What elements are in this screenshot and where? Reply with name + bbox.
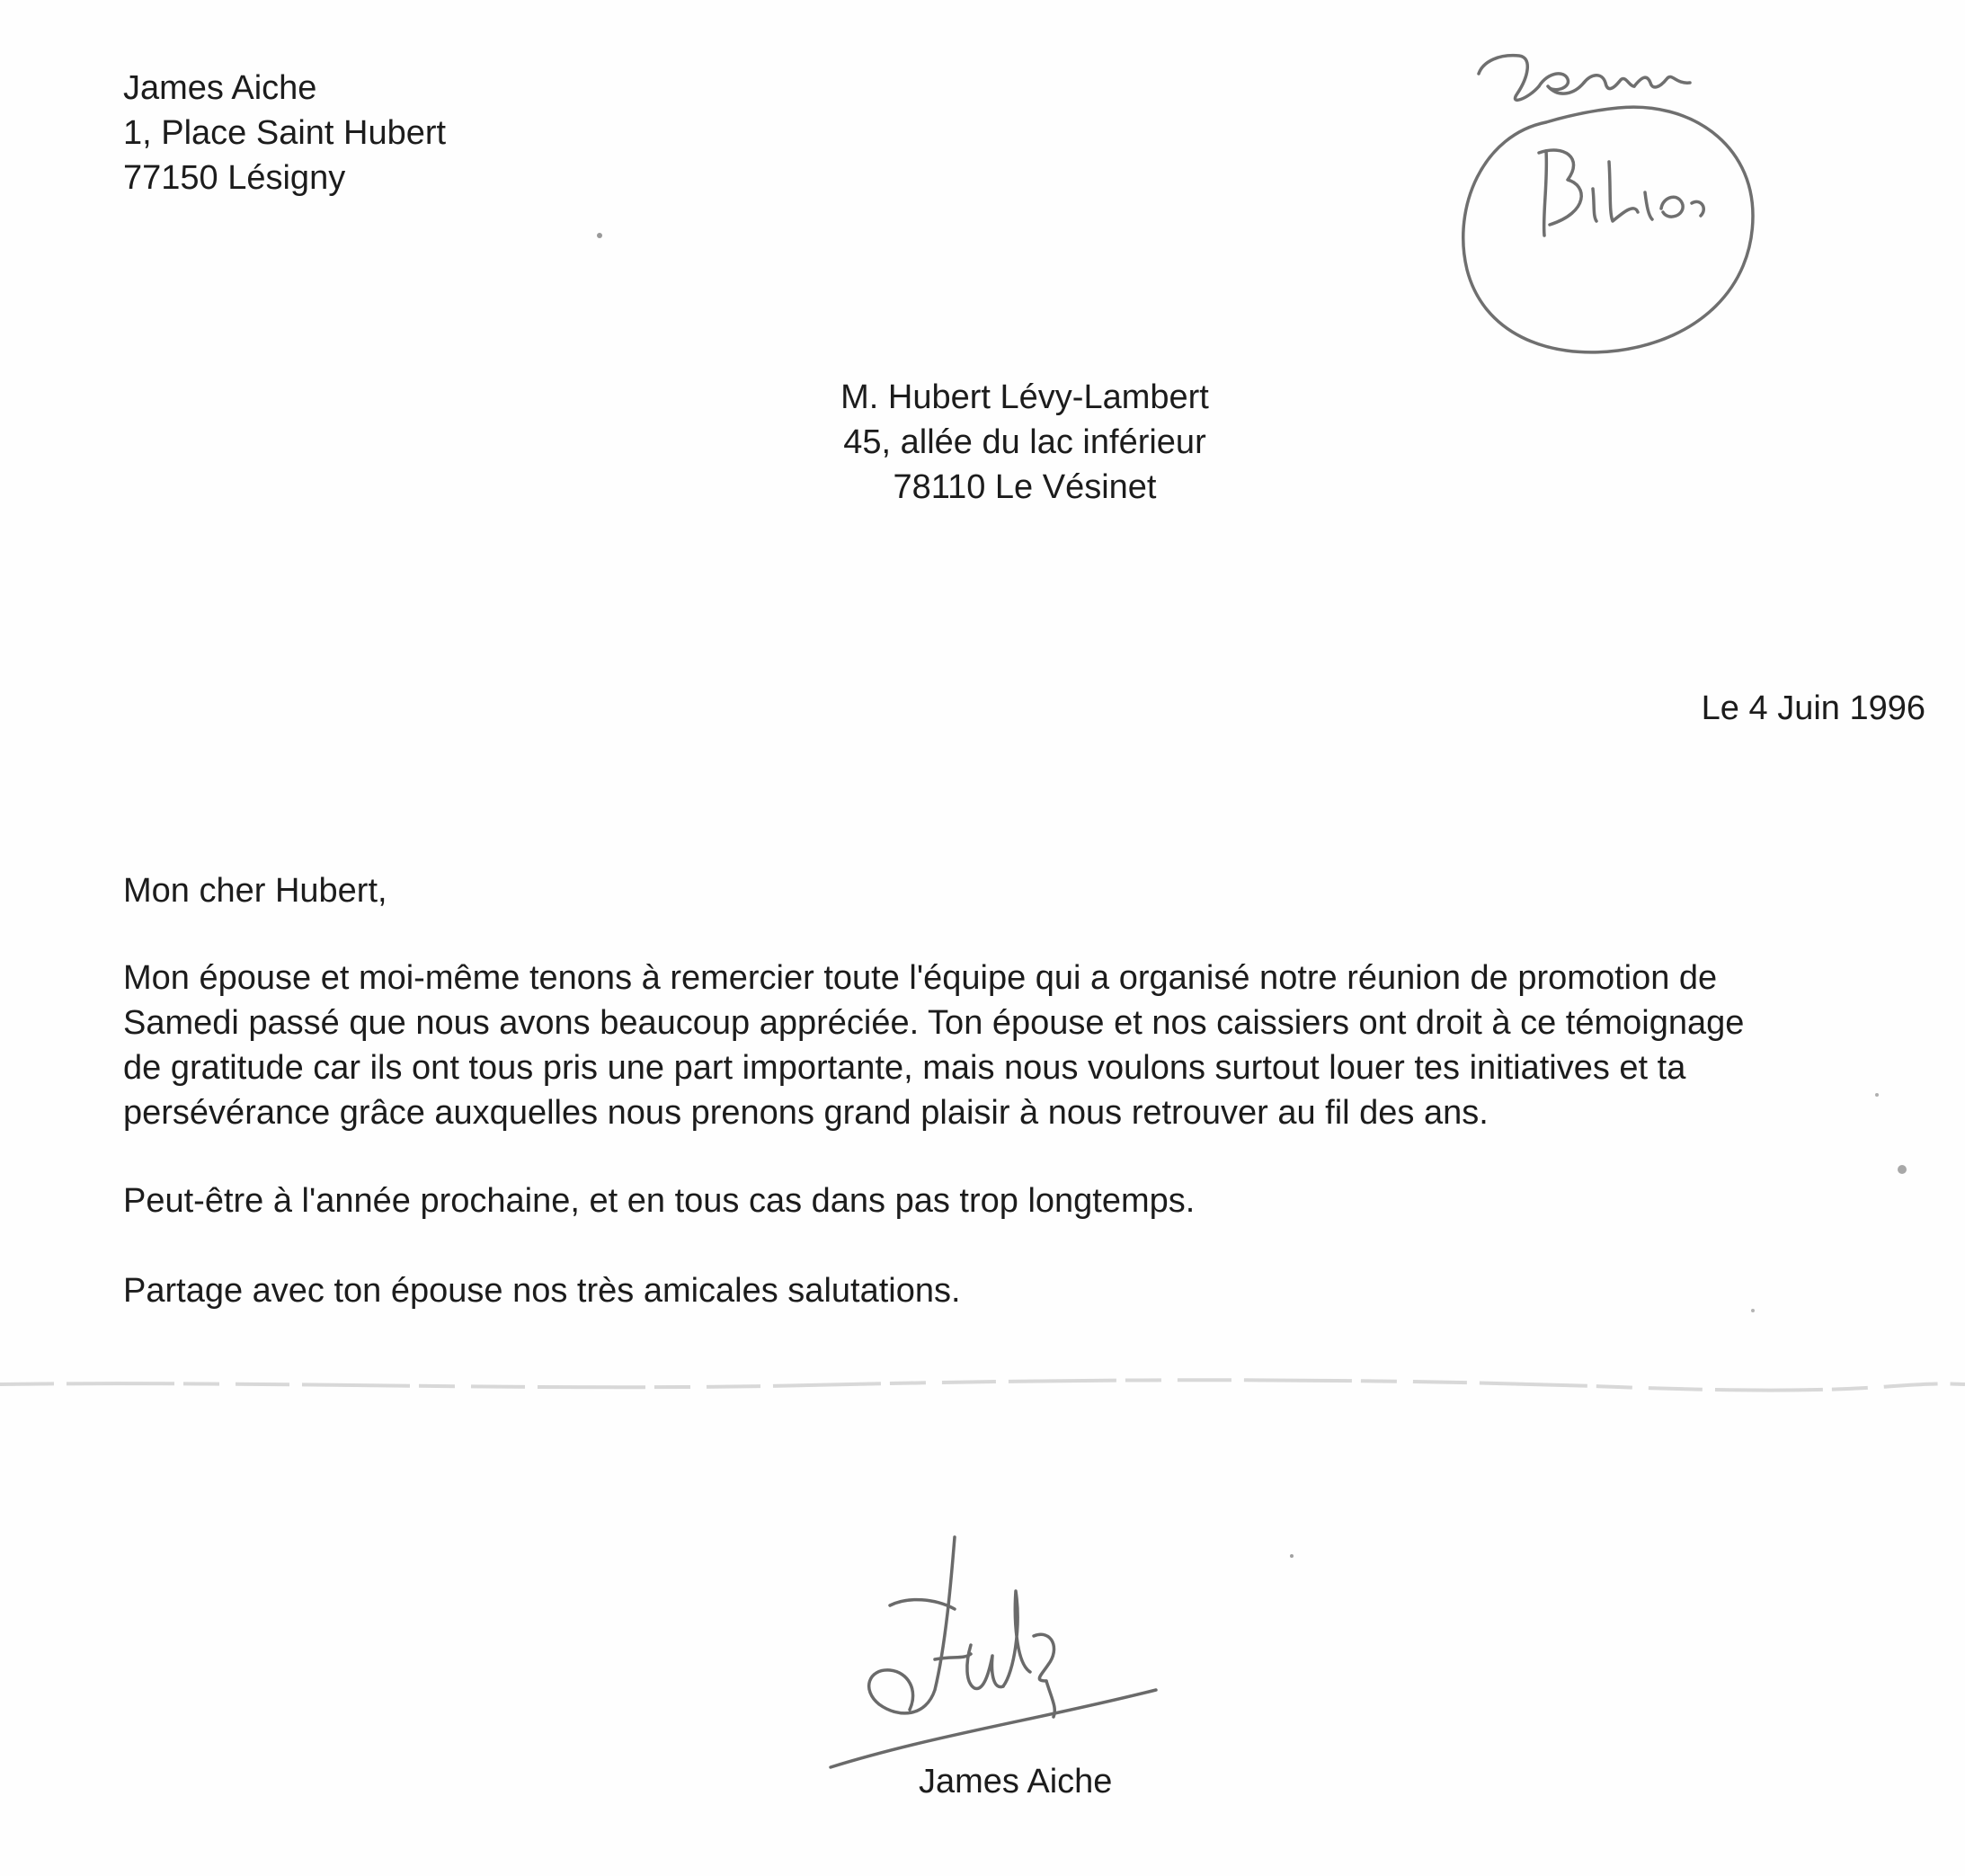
recipient-address [809,375,1240,510]
scan-speck [1875,1093,1879,1097]
body-line: persévérance grâce auxquelles nous prenons grand plaisir à nous retrouver au fil des ans. [123,1094,1489,1132]
scan-speck [597,233,602,238]
scan-speck [1751,1309,1755,1312]
body-line: Partage avec ton épouse nos très amicales salutations. [123,1272,961,1310]
sender-address-line2: 77150 Lésigny [123,159,346,197]
scan-speck [1290,1554,1294,1558]
body-paragraph-1 [123,956,1744,1135]
body-paragraph-2 [123,1178,1195,1223]
handwritten-annotation [1463,56,1753,352]
sender-name: James Aiche [123,69,317,107]
letter-date: Le 4 Juin 1996 [1701,689,1925,727]
body-paragraph-3 [123,1268,961,1313]
paper-fold-line [0,1380,1965,1390]
body-line: Peut-être à l'année prochaine, et en tous cas dans pas trop longtemps. [123,1182,1196,1220]
body-line: Mon épouse et moi-même tenons à remercier toute l'équipe qui a organisé notre réunion de promotion de [123,959,1718,997]
recipient-address-line1: 45, allée du lac inférieur [843,423,1206,461]
salutation: Mon cher Hubert, [123,872,387,910]
signature-printed-name: James Aiche [919,1763,1113,1800]
body-line: Samedi passé que nous avons beaucoup appréciée. Ton épouse et nos caissiers ont droit à ce témoignage [123,1004,1745,1042]
scan-speck [1898,1165,1907,1174]
body-line: de gratitude car ils ont tous pris une part importante, mais nous voulons surtout louer tes initiatives et ta [123,1049,1686,1087]
recipient-name: M. Hubert Lévy-Lambert [840,378,1209,416]
sender-address [123,66,446,200]
recipient-address-line2: 78110 Le Vésinet [893,468,1157,506]
handwritten-signature [831,1537,1156,1767]
sender-address-line1: 1, Place Saint Hubert [123,114,447,152]
